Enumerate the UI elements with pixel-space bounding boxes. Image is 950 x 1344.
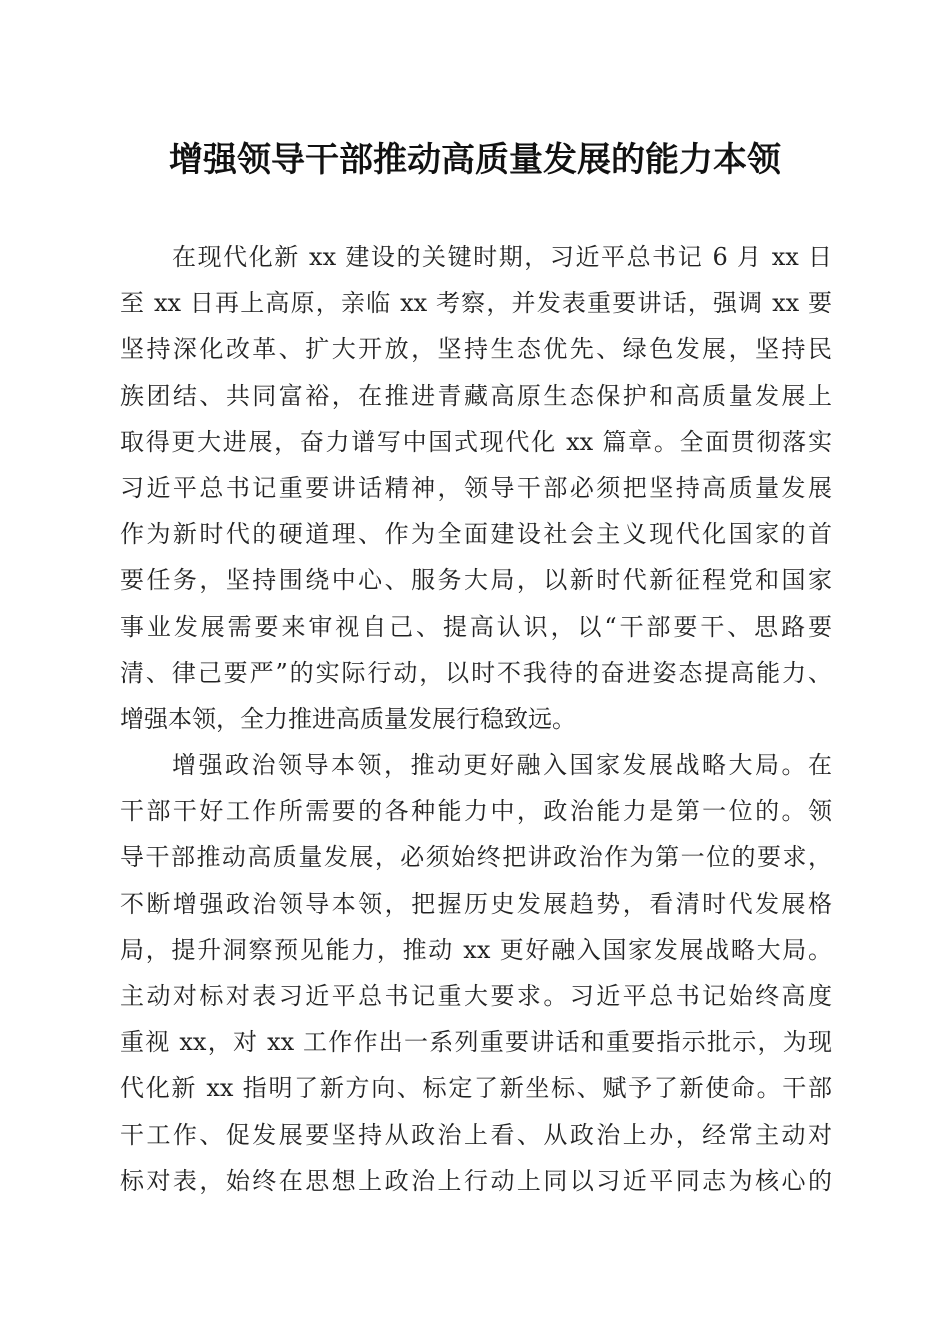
paragraph-2-line-10: 标对表，始终在思想上政治上行动上同以习近平同志为核心的 <box>120 1166 832 1195</box>
paragraph-1-line-3: 坚持深化改革、扩大开放，坚持生态优先、绿色发展，坚持民 <box>120 335 832 364</box>
paragraph-1-line-5: 取得更大进展，奋力谱写中国式现代化 xx 篇章。全面贯彻落实 <box>120 427 832 456</box>
paragraph-2-line-5: 局，提升洞察预见能力，推动 xx 更好融入国家发展战略大局。 <box>120 935 832 964</box>
paragraph-1-line-2: 至 xx 日再上高原，亲临 xx 考察，并发表重要讲话，强调 xx 要 <box>120 289 832 318</box>
paragraph-2-line-7: 重视 xx，对 xx 工作作出一系列重要讲话和重要指示批示，为现 <box>120 1028 832 1057</box>
document-body <box>120 234 832 1204</box>
paragraph-1-line-9: 事业发展需要来审视自己、提高认识，以“干部要干、思路要 <box>120 612 832 641</box>
paragraph-2-line-8: 代化新 xx 指明了新方向、标定了新坐标、赋予了新使命。干部 <box>120 1074 832 1103</box>
paragraph-2-line-9: 干工作、促发展要坚持从政治上看、从政治上办，经常主动对 <box>120 1120 832 1149</box>
paragraph-1-line-1: 在现代化新 xx 建设的关键时期，习近平总书记 6 月 xx 日 <box>172 243 832 271</box>
paragraph-2-line-3: 导干部推动高质量发展，必须始终把讲政治作为第一位的要求， <box>120 843 832 872</box>
paragraph-2-line-4: 不断增强政治领导本领，把握历史发展趋势，看清时代发展格 <box>120 889 832 918</box>
paragraph-1-line-11: 增强本领，全力推进高质量发展行稳致远。 <box>120 704 576 733</box>
document-title: 增强领导干部推动高质量发展的能力本领 <box>169 140 781 180</box>
paragraph-1-line-10: 清、律己要严”的实际行动，以时不我待的奋进姿态提高能力、 <box>120 658 832 687</box>
paragraph-1-line-6: 习近平总书记重要讲话精神，领导干部必须把坚持高质量发展 <box>120 473 832 502</box>
paragraph-1-line-4: 族团结、共同富裕，在推进青藏高原生态保护和高质量发展上 <box>120 381 832 410</box>
paragraph-2-line-1: 增强政治领导本领，推动更好融入国家发展战略大局。在 <box>172 751 832 780</box>
paragraph-2-line-2: 干部干好工作所需要的各种能力中，政治能力是第一位的。领 <box>120 797 832 826</box>
paragraph-2-line-6: 主动对标对表习近平总书记重大要求。习近平总书记始终高度 <box>120 982 832 1010</box>
paragraph-1-line-8: 要任务，坚持围绕中心、服务大局，以新时代新征程党和国家 <box>120 566 832 595</box>
paragraph-1-line-7: 作为新时代的硬道理、作为全面建设社会主义现代化国家的首 <box>120 520 832 549</box>
